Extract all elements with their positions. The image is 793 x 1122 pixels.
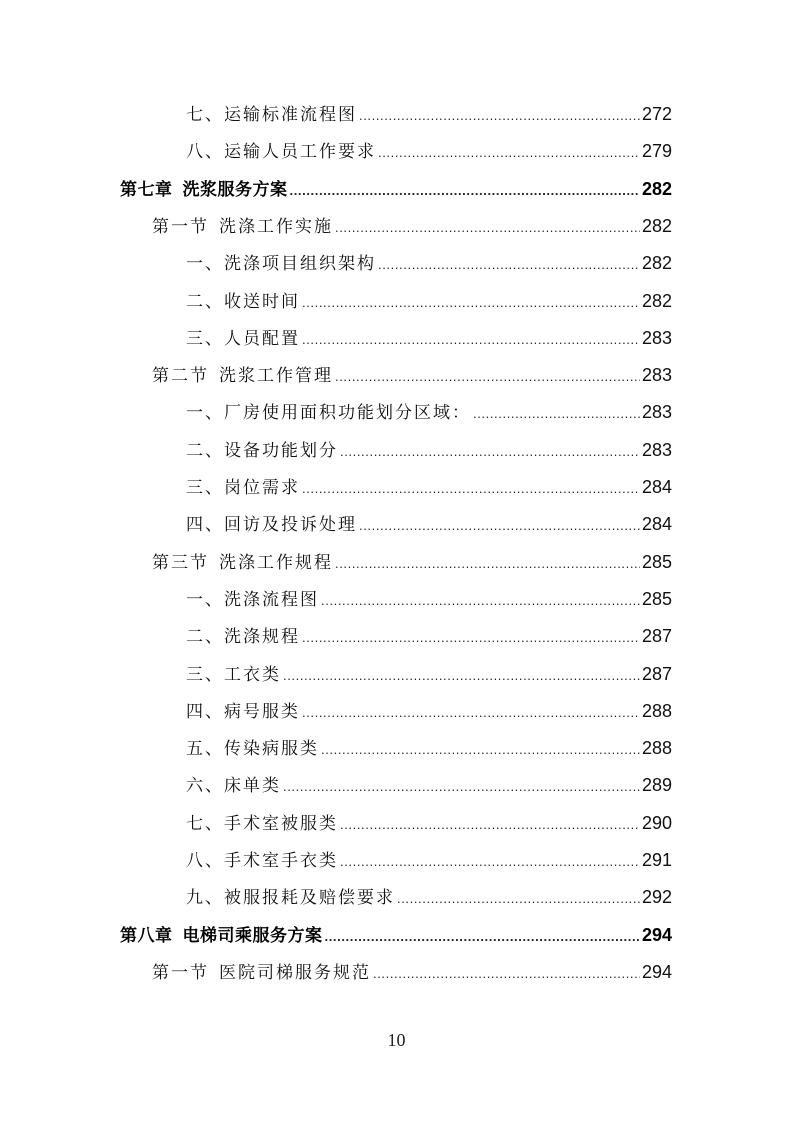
toc-entry-page-number: 283: [641, 402, 672, 423]
toc-entry-prefix: 三、: [186, 478, 224, 498]
toc-entry-prefix: 第三节: [152, 552, 209, 573]
toc-entry-prefix: 三、: [186, 328, 224, 349]
toc-entry-label: [152, 548, 333, 573]
toc-entry-item[interactable]: [186, 585, 672, 622]
toc-entry-title: 手术室手衣类: [224, 851, 338, 871]
toc-entry-title: 收送时间: [224, 291, 300, 312]
toc-entry-prefix: 七、: [186, 105, 224, 125]
toc-entry-title: 洗涤流程图: [224, 589, 319, 610]
dot-leader: [325, 929, 640, 944]
toc-entry-title: 电梯司乘服务方案: [182, 925, 323, 946]
toc-entry-item[interactable]: [186, 100, 672, 137]
toc-entry-label: [186, 660, 281, 685]
toc-entry-page-number: 291: [641, 850, 672, 870]
toc-entry-title: 床单类: [224, 776, 281, 797]
dot-leader: [359, 108, 640, 123]
dot-leader: [302, 295, 640, 310]
toc-entry-title: 洗浆服务方案: [182, 179, 288, 200]
toc-entry-item[interactable]: [186, 622, 672, 659]
toc-entry-page-number: 288: [641, 738, 672, 759]
toc-entry-page-number: 283: [641, 327, 672, 348]
toc-entry-chapter[interactable]: [120, 175, 672, 212]
toc-entry-item[interactable]: [186, 137, 672, 174]
dot-leader: [359, 518, 640, 533]
toc-entry-title: 设备功能划分: [224, 440, 338, 461]
toc-entry-prefix: 三、: [186, 664, 224, 685]
dot-leader: [283, 779, 640, 794]
toc-entry-label: [186, 510, 357, 535]
toc-entry-title: 病号服类: [224, 701, 300, 722]
toc-entry-prefix: 第一节: [152, 962, 209, 983]
toc-entry-item[interactable]: [186, 883, 672, 920]
toc-entry-label: [186, 771, 281, 796]
toc-entry-prefix: 四、: [186, 701, 224, 722]
dot-leader: [397, 891, 640, 906]
toc-entry-label: [186, 585, 319, 610]
dot-leader: [302, 481, 640, 496]
toc-entry-page-number: 285: [641, 551, 672, 572]
toc-entry-title: 运输人员工作要求: [224, 142, 376, 163]
toc-entry-item[interactable]: [186, 771, 672, 808]
toc-entry-label: [186, 436, 338, 461]
toc-entry-title: 传染病服类: [224, 739, 319, 760]
toc-entry-page-number: 285: [641, 588, 672, 609]
toc-entry-prefix: 第七章: [120, 179, 173, 200]
toc-entry-item[interactable]: [186, 398, 672, 435]
dot-leader: [473, 406, 640, 421]
dot-leader: [340, 817, 640, 832]
toc-entry-label: [186, 324, 300, 349]
toc-entry-prefix: 七、: [186, 813, 224, 834]
toc-entry-title: 工衣类: [224, 664, 281, 685]
toc-entry-label: [120, 921, 323, 946]
toc-entry-page-number: 279: [641, 141, 672, 162]
toc-entry-label: [186, 622, 300, 647]
dot-leader: [340, 444, 640, 459]
page-number: 10: [387, 1030, 406, 1050]
toc-entry-label: [186, 846, 338, 871]
toc-entry-title: 洗涤规程: [224, 627, 300, 648]
toc-entry-prefix: 第二节: [152, 366, 209, 387]
toc-entry-page-number: 290: [641, 812, 672, 833]
toc-entry-page-number: 272: [641, 104, 672, 124]
toc-entry-prefix: 二、: [186, 627, 224, 648]
toc-entry-page-number: 292: [641, 887, 672, 908]
toc-entry-title: 洗涤项目组织架构: [224, 254, 376, 275]
toc-entry-title: 人员配置: [224, 328, 300, 349]
toc-entry-label: [152, 212, 333, 237]
dot-leader: [378, 257, 640, 272]
toc-entry-page-number: 294: [641, 924, 672, 945]
toc-entry-section[interactable]: [152, 548, 672, 585]
toc-entry-section[interactable]: [152, 958, 672, 995]
toc-entry-prefix: 一、: [186, 403, 224, 424]
toc-entry-label: [186, 398, 471, 423]
toc-entry-item[interactable]: [186, 436, 672, 473]
dot-leader: [290, 183, 640, 198]
toc-entry-item[interactable]: [186, 249, 672, 286]
toc-entry-page-number: 282: [641, 253, 672, 274]
toc-entry-title: 被服报耗及赔偿要求: [224, 888, 395, 909]
toc-entry-page-number: 284: [641, 477, 672, 497]
dot-leader: [378, 145, 640, 160]
toc-entry-item[interactable]: [186, 846, 672, 883]
dot-leader: [373, 966, 640, 981]
toc-entry-title: 回访及投诉处理: [224, 515, 357, 536]
toc-entry-prefix: 第八章: [120, 925, 173, 946]
toc-entry-label: [186, 697, 300, 722]
toc-entry-title: 洗涤工作实施: [219, 216, 333, 237]
toc-entry-item[interactable]: [186, 809, 672, 846]
toc-entry-page-number: 282: [641, 215, 672, 236]
toc-entry-prefix: 第一节: [152, 216, 209, 237]
toc-entry-label: [186, 137, 376, 162]
toc-entry-title: 洗浆工作管理: [219, 366, 333, 387]
toc-entry-label: [152, 958, 371, 983]
toc-entry-label: [152, 361, 333, 386]
toc-entry-page-number: 283: [641, 439, 672, 460]
toc-entry-prefix: 六、: [186, 776, 224, 797]
toc-entry-page-number: 283: [641, 365, 672, 386]
toc-entry-page-number: 287: [641, 663, 672, 684]
toc-entry-prefix: 四、: [186, 515, 224, 536]
toc-entry-title: 洗涤工作规程: [219, 552, 333, 573]
toc-entry-prefix: 一、: [186, 589, 224, 610]
dot-leader: [283, 668, 640, 683]
toc-entry-prefix: 九、: [186, 888, 224, 909]
dot-leader: [335, 556, 640, 571]
toc-entry-page-number: 289: [641, 775, 672, 796]
toc-entry-item[interactable]: [186, 697, 672, 734]
toc-entry-prefix: 二、: [186, 291, 224, 312]
toc-entry-label: [186, 809, 338, 834]
toc-entry-label: [120, 175, 288, 200]
toc-entry-title: 运输标准流程图: [224, 105, 357, 125]
toc-entry-label: [186, 473, 300, 498]
toc-entry-page-number: 287: [641, 626, 672, 647]
toc-entry-item[interactable]: [186, 660, 672, 697]
dot-leader: [302, 630, 640, 645]
dot-leader: [335, 369, 640, 384]
toc-entry-label: [186, 100, 357, 125]
toc-entry-page-number: 284: [641, 514, 672, 535]
toc-entry-label: [186, 883, 395, 908]
toc-entry-prefix: 一、: [186, 254, 224, 275]
toc-entry-prefix: 八、: [186, 851, 224, 871]
toc-entry-page-number: 282: [641, 290, 672, 311]
toc-entry-item[interactable]: [186, 324, 672, 361]
toc-entry-page-number: 294: [641, 961, 672, 982]
toc-entry-item[interactable]: [186, 510, 672, 547]
toc-entry-label: [186, 287, 300, 312]
toc-entry-section[interactable]: [152, 212, 672, 249]
dot-leader: [321, 593, 640, 608]
toc-entry-page-number: 282: [641, 178, 672, 199]
toc-entry-prefix: 八、: [186, 142, 224, 163]
toc-entry-prefix: 五、: [186, 739, 224, 760]
toc-entry-prefix: 二、: [186, 440, 224, 461]
toc-entry-section[interactable]: [152, 361, 672, 398]
toc-entry-title: 岗位需求: [224, 478, 300, 498]
dot-leader: [302, 332, 640, 347]
toc-entry-title: 厂房使用面积功能划分区域：: [224, 403, 471, 424]
toc-entry-item[interactable]: [186, 734, 672, 771]
toc-entry-chapter[interactable]: [120, 921, 672, 958]
toc-entry-label: [186, 734, 319, 759]
toc-entry-title: 医院司梯服务规范: [219, 962, 371, 983]
toc-entry-item[interactable]: [186, 473, 672, 510]
dot-leader: [340, 854, 640, 869]
toc-entry-title: 手术室被服类: [224, 813, 338, 834]
toc-entry-page-number: 288: [641, 700, 672, 721]
dot-leader: [335, 220, 640, 235]
toc-entry-label: [186, 249, 376, 274]
dot-leader: [302, 705, 640, 720]
toc-entry-item[interactable]: [186, 287, 672, 324]
dot-leader: [321, 742, 640, 757]
